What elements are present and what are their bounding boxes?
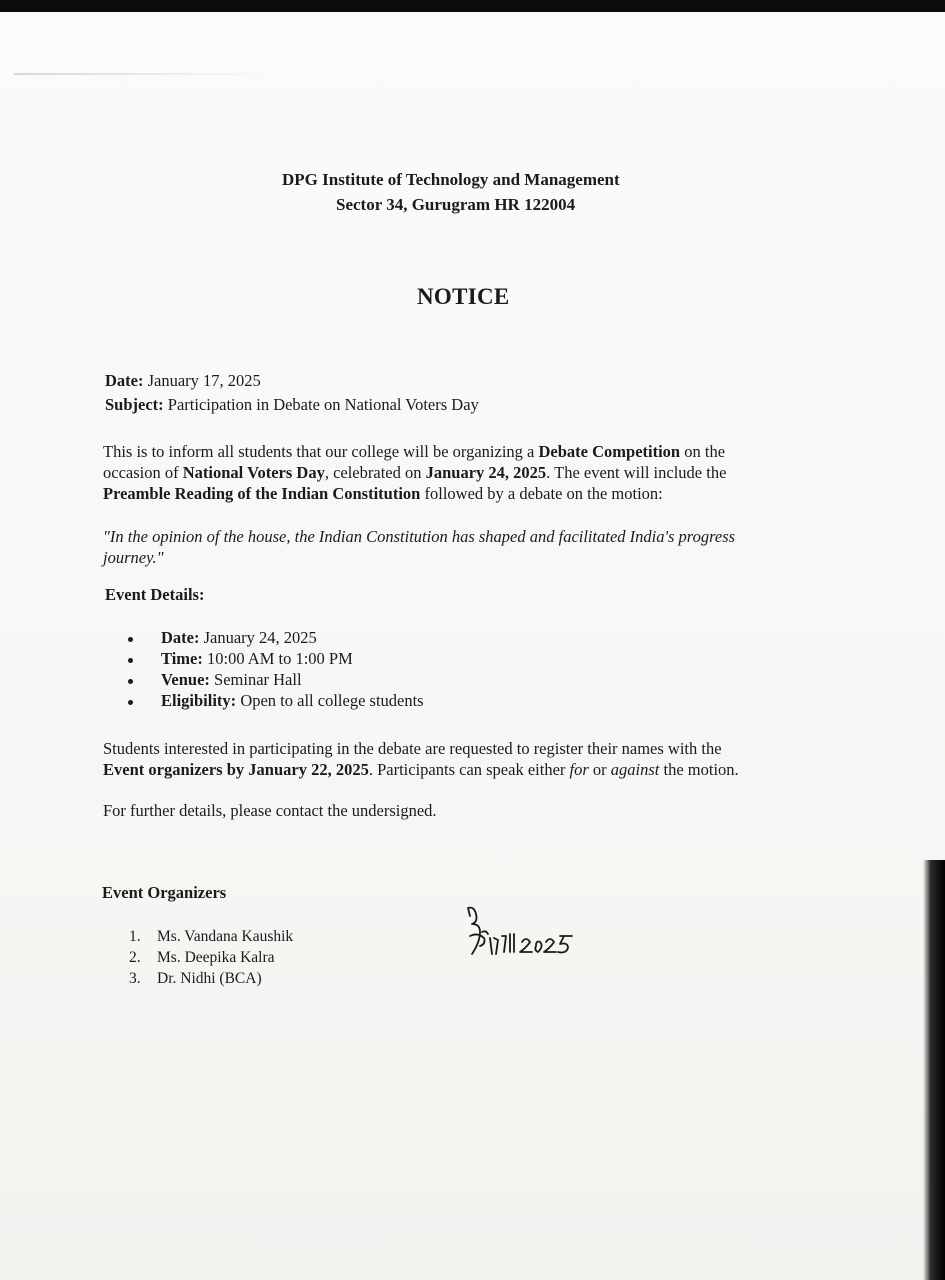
organizers-list [129,928,293,991]
list-item [129,928,293,949]
intro-text: . The event will include the [546,463,727,482]
date-label: Date: [105,371,144,390]
intro-text: followed by a debate on the motion: [420,484,663,503]
list-item [128,628,424,649]
intro-bold: Debate Competition [538,442,681,461]
handwritten-signature [460,902,600,972]
item-label: Venue: [161,670,210,689]
organizer-name: Ms. Vandana Kaushik [157,928,294,945]
intro-bold: Preamble Reading of the Indian Constitution [103,484,421,503]
organizers-heading: Event Organizers [102,883,227,902]
institution-name: DPG Institute of Technology and Management [282,170,620,189]
contact-line: For further details, please contact the undersigned. [103,801,437,820]
item-label: Eligibility: [161,691,237,710]
item-number: 1. [129,928,141,945]
intro-bold: January 24, 2025 [425,463,547,482]
registration-line-1: Students interested in participating in the debate are requested to register their names with the [103,739,722,758]
list-item [129,949,293,970]
list-item [128,649,424,670]
item-value: Seminar Hall [209,670,302,689]
item-label: Date: [161,628,200,647]
intro-text: occasion of [103,463,183,482]
motion-line-2: journey." [103,548,164,567]
registration-text: the motion. [659,760,739,779]
motion-line-1: "In the opinion of the house, the Indian Constitution has shaped and facilitated India's progress [103,527,736,546]
item-value: 10:00 AM to 1:00 PM [202,649,353,668]
registration-line-2 [103,759,739,780]
list-item [128,670,424,691]
intro-text: This is to inform all students that our college will be organizing a [103,442,539,461]
subject-value: Participation in Debate on National Voters Day [167,395,479,414]
bullet-icon [128,658,133,663]
event-details-heading: Event Details: [105,585,205,604]
item-number: 3. [129,970,141,987]
scan-top-edge [0,0,945,12]
item-number: 2. [129,949,141,966]
notice-title: NOTICE [417,284,510,309]
intro-line-3 [103,483,663,504]
bullet-icon [128,637,133,642]
intro-line-1 [103,441,725,462]
intro-text: on the [680,442,726,461]
intro-bold: National Voters Day [182,463,325,482]
registration-bold: Event organizers by January 22, 2025 [103,760,369,779]
institution-address: Sector 34, Gurugram HR 122004 [336,195,576,214]
bullet-icon [128,679,133,684]
scan-right-edge [923,860,945,1280]
list-item [129,970,293,991]
paper-crease [14,73,274,75]
bullet-icon [128,700,133,705]
notice-date [105,371,261,391]
registration-text: . Participants can speak either [368,760,570,779]
organizer-name: Dr. Nidhi (BCA) [157,970,262,987]
item-value: January 24, 2025 [199,628,317,647]
registration-italic: for [569,760,589,779]
subject-label: Subject: [105,395,164,414]
notice-subject [105,395,479,415]
registration-italic: against [610,760,660,779]
registration-text: or [588,760,611,779]
list-item [128,691,424,712]
organizer-name: Ms. Deepika Kalra [157,949,275,966]
item-value: Open to all college students [236,691,424,710]
date-value: January 17, 2025 [147,371,261,390]
intro-text: , celebrated on [324,463,426,482]
event-details-list [128,628,424,712]
intro-line-2 [103,462,726,483]
item-label: Time: [161,649,203,668]
